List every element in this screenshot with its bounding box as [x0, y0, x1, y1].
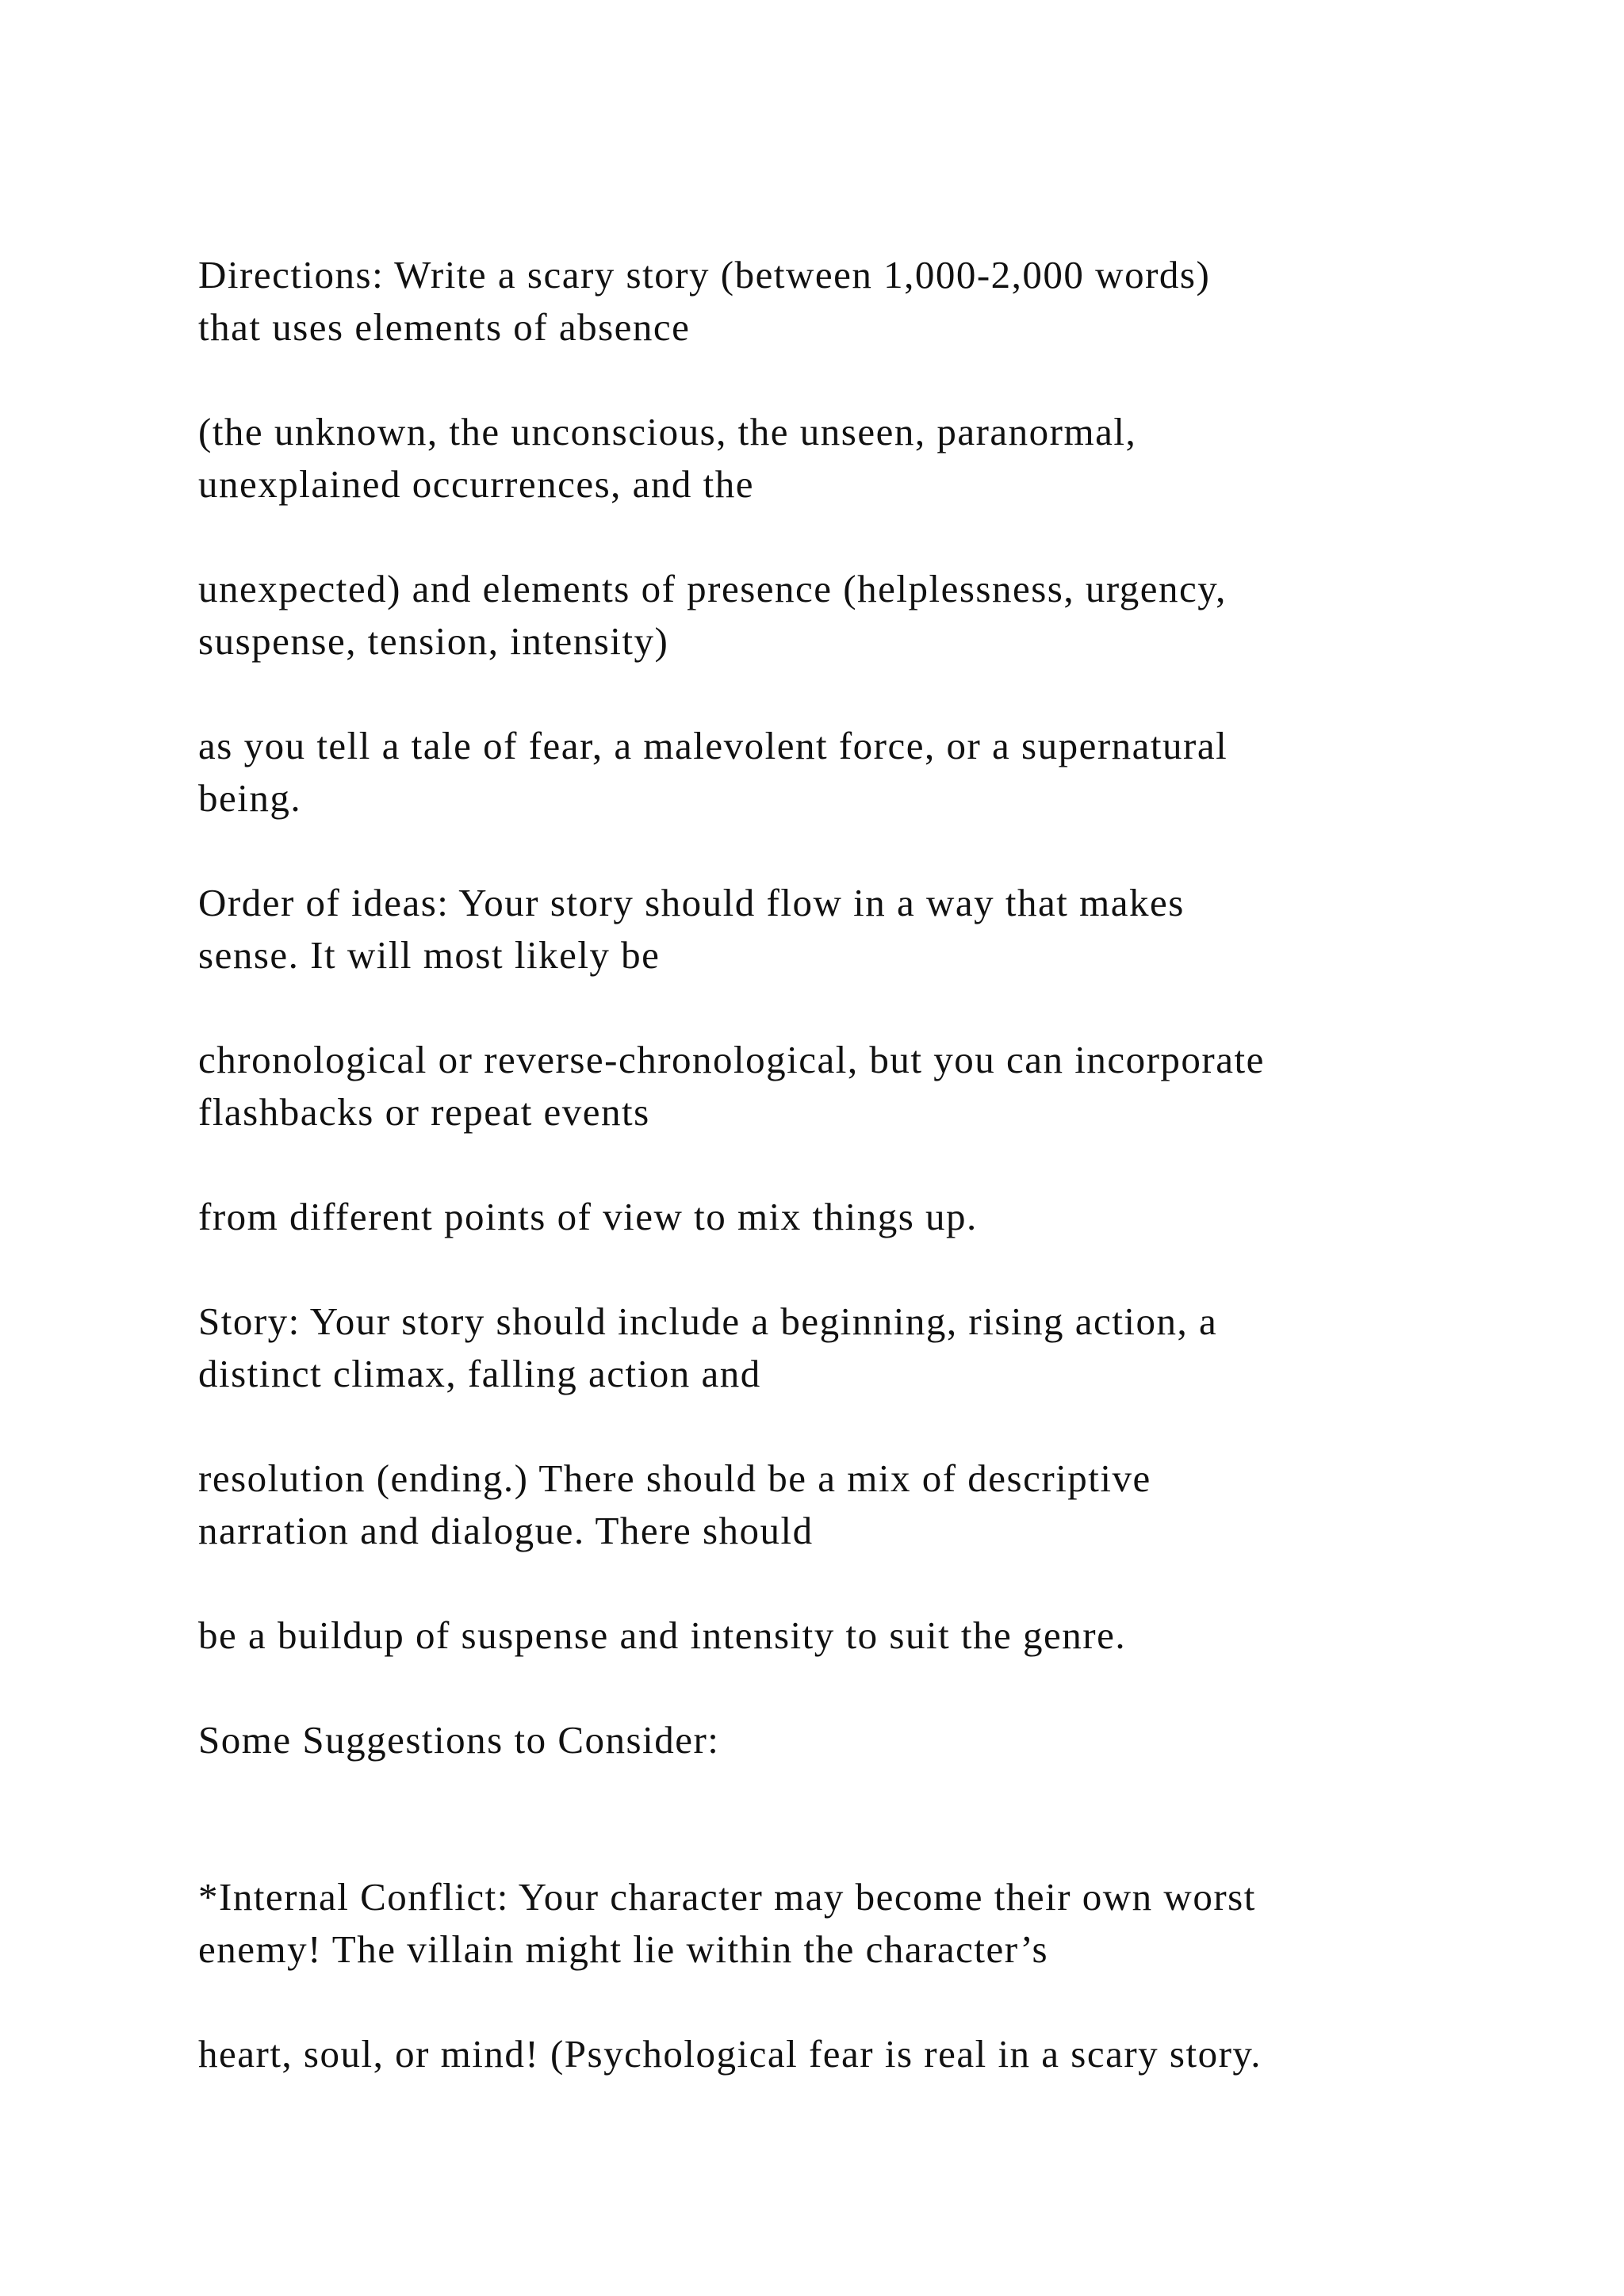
- paragraph-suggestions-heading: [198, 1714, 1546, 1766]
- paragraph-internal-conflict: [198, 1871, 1546, 1976]
- text-line: Some Suggestions to Consider:: [198, 1718, 720, 1762]
- document-body: [198, 249, 1546, 2133]
- text-line: Directions: Write a scary story (between 1,000-2,000 words): [198, 253, 1211, 297]
- text-line: as you tell a tale of fear, a malevolent force, or a supernatural: [198, 724, 1228, 767]
- text-line: unexplained occurrences, and the: [198, 462, 755, 506]
- paragraph-absence-elements: [198, 406, 1546, 511]
- text-line: Order of ideas: Your story should flow in a way that makes: [198, 881, 1185, 924]
- text-line: sense. It will most likely be: [198, 933, 661, 977]
- text-line: chronological or reverse-chronological, but you can incorporate: [198, 1038, 1265, 1081]
- text-line: heart, soul, or mind! (Psychological fear is real in a scary story.: [198, 2032, 1262, 2076]
- paragraph-tale-of-fear: [198, 720, 1546, 825]
- text-line: Story: Your story should include a beginning, rising action, a: [198, 1299, 1218, 1343]
- text-line: be a buildup of suspense and intensity to suit the genre.: [198, 1613, 1127, 1657]
- text-line: that uses elements of absence: [198, 305, 691, 349]
- text-line: enemy! The villain might lie within the character’s: [198, 1927, 1049, 1971]
- text-line: being.: [198, 776, 302, 820]
- paragraph-story: [198, 1295, 1546, 1400]
- paragraph-order-of-ideas: [198, 877, 1546, 982]
- paragraph-directions: [198, 249, 1546, 354]
- blank-line: [198, 1819, 1546, 1871]
- text-line: unexpected) and elements of presence (helplessness, urgency,: [198, 567, 1227, 610]
- paragraph-chronological: [198, 1034, 1546, 1138]
- text-line: *Internal Conflict: Your character may become their own worst: [198, 1875, 1256, 1919]
- paragraph-presence-elements: [198, 563, 1546, 668]
- paragraph-heart-soul-mind: [198, 2028, 1546, 2080]
- text-line: (the unknown, the unconscious, the unseen, paranormal,: [198, 410, 1137, 453]
- text-line: distinct climax, falling action and: [198, 1352, 761, 1395]
- text-line: resolution (ending.) There should be a mix of descriptive: [198, 1456, 1151, 1500]
- text-line: flashbacks or repeat events: [198, 1090, 650, 1134]
- text-line: suspense, tension, intensity): [198, 619, 669, 663]
- paragraph-resolution: [198, 1452, 1546, 1557]
- text-line: narration and dialogue. There should: [198, 1509, 814, 1552]
- paragraph-points-of-view: [198, 1191, 1546, 1243]
- paragraph-buildup: [198, 1609, 1546, 1662]
- text-line: from different points of view to mix things up.: [198, 1195, 978, 1238]
